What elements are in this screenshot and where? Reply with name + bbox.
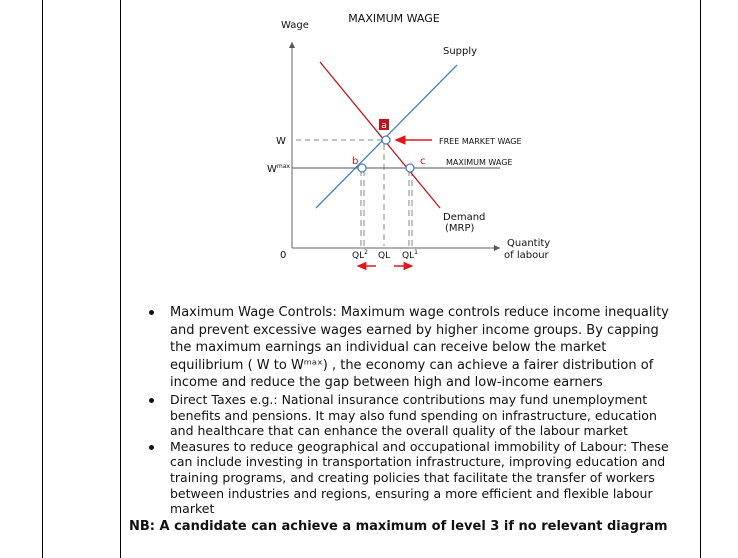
ql1-label: $QL^1$ <box>402 249 418 261</box>
demand-label: Demand <box>443 212 486 223</box>
x-axis-label: Quantity <box>507 238 551 249</box>
bullet-icon <box>149 398 154 403</box>
origin-label: 0 <box>280 250 287 261</box>
wage-label: W <box>276 136 286 147</box>
equilibrium-point-a <box>382 136 390 144</box>
bullet-icon <box>149 310 154 315</box>
bullet-text: Measures to reduce geographical and occupational immobility of Labour: These can include investing in transportation infrastructure, improving education and training programs, and creating policies that facilitate the transfer of workers between industries and regions, ensuring a more efficient and flexible labour market <box>170 438 669 517</box>
x-axis-sub-label: of labour <box>504 250 549 261</box>
supply-label: Supply <box>443 46 478 57</box>
bullet-list <box>145 304 675 517</box>
point-a-label: a <box>381 121 387 131</box>
wmax-label: $W^{max}$ <box>267 163 290 175</box>
point-b-label: b <box>352 156 359 167</box>
ql2-label: $QL^2$ <box>352 249 368 261</box>
list-item <box>145 304 675 392</box>
point-c <box>406 164 414 172</box>
point-b <box>358 164 366 172</box>
ql-label: QL <box>378 251 391 261</box>
list-item <box>145 439 675 517</box>
y-axis-label: Wage <box>281 20 309 31</box>
maximum-wage-label: MAXIMUM WAGE <box>446 158 513 167</box>
diagram-title: MAXIMUM WAGE <box>348 12 440 25</box>
point-c-label: c <box>420 156 426 167</box>
bullet-text: Direct Taxes e.g.: National insurance contributions may fund unemployment benefits and pensions. It may also fund spending on infrastructure, education and healthcare that can enhance the overall quality of the labour market <box>170 391 657 439</box>
nb-note: NB: A candidate can achieve a maximum of level 3 if no relevant diagram <box>129 519 668 534</box>
list-item <box>145 392 675 439</box>
demand-sub-label: (MRP) <box>445 223 475 234</box>
free-market-wage-label: FREE MARKET WAGE <box>439 137 522 146</box>
bullet-text: Maximum Wage Controls: Maximum wage controls reduce income inequality and prevent excessive wages earned by higher income groups. By capping the maximum earnings an individual can receive below the market equilibrium ( W to Wᵐᵃˣ) , the economy can achieve a fairer distribution of income and reduce the gap between high and low-income earners <box>170 305 669 391</box>
bullet-icon <box>149 445 154 450</box>
